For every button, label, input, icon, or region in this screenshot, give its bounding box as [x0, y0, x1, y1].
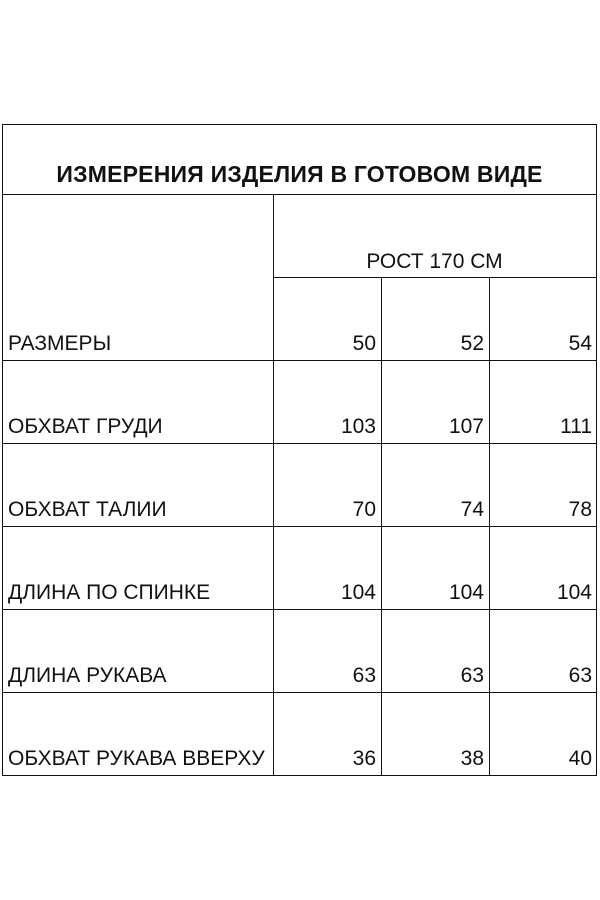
size-value: 50: [352, 332, 376, 355]
waist-value: 78: [568, 498, 592, 521]
height-label: РОСТ 170 СМ: [366, 250, 503, 273]
sleeve-length-value: 63: [460, 664, 484, 687]
table-title: ИЗМЕРЕНИЯ ИЗДЕЛИЯ В ГОТОВОМ ВИДЕ: [3, 125, 596, 195]
back-length-value: 104: [448, 581, 484, 604]
size-value: 54: [568, 332, 592, 355]
upper-sleeve-value: 38: [460, 747, 484, 770]
upper-sleeve-value: 40: [568, 747, 592, 770]
waist-value: 74: [460, 498, 484, 521]
back-length-value: 104: [556, 581, 592, 604]
upper-sleeve-value: 36: [352, 747, 376, 770]
row-divider: [3, 609, 596, 610]
row-label-waist: ОБХВАТ ТАЛИИ: [8, 498, 167, 521]
height-row-divider: [273, 277, 596, 278]
row-divider: [3, 692, 596, 693]
row-divider: [3, 526, 596, 527]
row-label-chest: ОБХВАТ ГРУДИ: [8, 415, 163, 438]
chest-value: 111: [560, 415, 592, 438]
chest-value: 107: [448, 415, 484, 438]
size-value: 52: [460, 332, 484, 355]
chest-value: 103: [340, 415, 376, 438]
measurements-table: [2, 124, 597, 776]
back-length-value: 104: [340, 581, 376, 604]
sleeve-length-value: 63: [352, 664, 376, 687]
row-label-upper-sleeve: ОБХВАТ РУКАВА ВВЕРХУ: [8, 747, 265, 770]
row-label-sizes: РАЗМЕРЫ: [8, 332, 112, 355]
row-divider: [3, 360, 596, 361]
row-label-sleeve-length: ДЛИНА РУКАВА: [8, 664, 167, 687]
sleeve-length-value: 63: [568, 664, 592, 687]
label-column-divider: [273, 195, 274, 775]
row-label-back-length: ДЛИНА ПО СПИНКЕ: [8, 581, 211, 604]
waist-value: 70: [352, 498, 376, 521]
row-divider: [3, 443, 596, 444]
